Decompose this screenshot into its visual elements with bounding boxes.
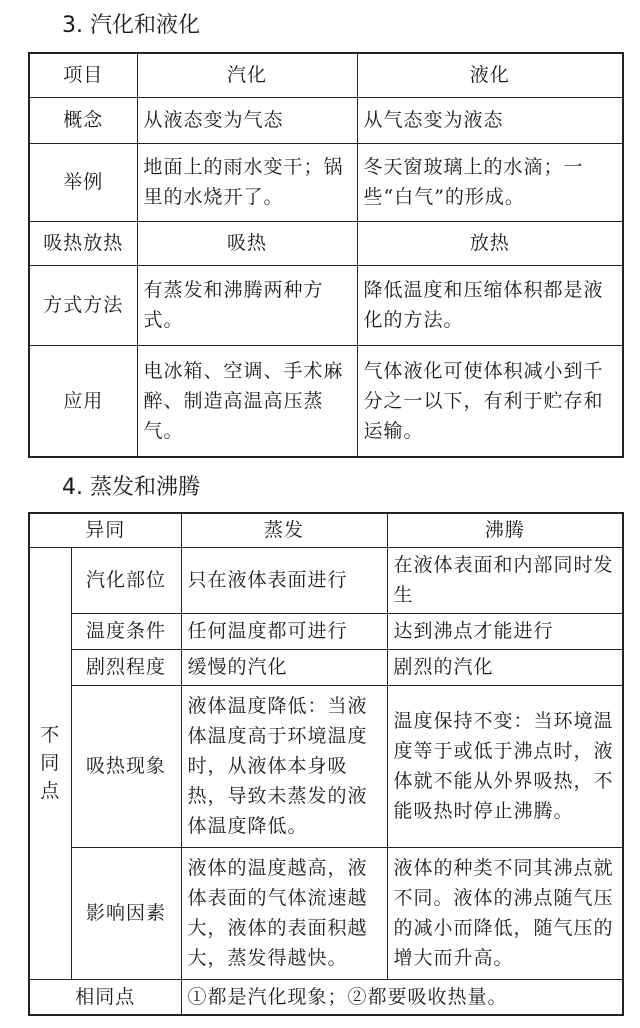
cell-vaporization: 吸热	[137, 221, 357, 265]
header-vaporization: 汽化	[137, 53, 357, 97]
header-evaporation: 蒸发	[181, 513, 387, 547]
cell-vaporization: 从液态变为气态	[137, 97, 357, 143]
cell-boiling: 达到沸点才能进行	[387, 613, 623, 649]
group-label-differences	[29, 547, 71, 979]
table-row	[29, 221, 623, 265]
table-header-row	[29, 53, 623, 97]
row-label: 应用	[29, 345, 137, 457]
cell-boiling: 在液体表面和内部同时发生	[387, 547, 623, 613]
cell-liquefaction: 放热	[357, 221, 623, 265]
cell-vaporization: 地面上的雨水变干；锅里的水烧开了。	[137, 143, 357, 221]
header-boiling: 沸腾	[387, 513, 623, 547]
cell-evaporation: 任何温度都可进行	[181, 613, 387, 649]
cell-vaporization: 电冰箱、空调、手术麻醉、制造高温高压蒸气。	[137, 345, 357, 457]
cell-liquefaction: 从气态变为液态	[357, 97, 623, 143]
row-label: 剧烈程度	[71, 649, 181, 685]
section-3-title: 3. 汽化和液化	[62, 13, 200, 38]
cell-boiling: 剧烈的汽化	[387, 649, 623, 685]
header-item: 项目	[29, 53, 137, 97]
evaporation-boiling-table	[28, 512, 624, 1016]
table-row	[29, 613, 623, 649]
row-label: 温度条件	[71, 613, 181, 649]
table-row	[29, 979, 623, 1015]
row-label: 举例	[29, 143, 137, 221]
table-row	[29, 649, 623, 685]
cell-liquefaction: 冬天窗玻璃上的水滴；一些“白气”的形成。	[357, 143, 623, 221]
table-header-row	[29, 513, 623, 547]
cell-similarities: ①都是汽化现象；②都要吸收热量。	[181, 979, 623, 1015]
row-label: 汽化部位	[71, 547, 181, 613]
table-row	[29, 97, 623, 143]
row-label: 影响因素	[71, 847, 181, 979]
cell-evaporation: 缓慢的汽化	[181, 649, 387, 685]
row-label: 方式方法	[29, 265, 137, 345]
section-4-title: 4. 蒸发和沸腾	[62, 475, 200, 500]
cell-vaporization: 有蒸发和沸腾两种方式。	[137, 265, 357, 345]
cell-evaporation: 液体的温度越高，液体表面的气体流速越大，液体的表面积越大，蒸发得越快。	[181, 847, 387, 979]
table-row	[29, 265, 623, 345]
cell-boiling: 温度保持不变：当环境温度等于或低于沸点时，液体就不能从外界吸热，不能吸热时停止沸腾。	[387, 685, 623, 847]
table-row	[29, 547, 623, 613]
header-liquefaction: 液化	[357, 53, 623, 97]
cell-liquefaction: 气体液化可使体积减小到千分之一以下，有利于贮存和运输。	[357, 345, 623, 457]
table-row	[29, 345, 623, 457]
row-label: 吸热放热	[29, 221, 137, 265]
header-comparison: 异同	[29, 513, 181, 547]
cell-boiling: 液体的种类不同其沸点就不同。液体的沸点随气压的减小而降低，随气压的增大而升高。	[387, 847, 623, 979]
table-row	[29, 847, 623, 979]
row-label-similarities: 相同点	[29, 979, 181, 1015]
vaporization-liquefaction-table	[28, 52, 624, 458]
cell-liquefaction: 降低温度和压缩体积都是液化的方法。	[357, 265, 623, 345]
row-label: 概念	[29, 97, 137, 143]
table-row	[29, 143, 623, 221]
row-label: 吸热现象	[71, 685, 181, 847]
group-label-text: 不同点	[40, 724, 61, 802]
cell-evaporation: 只在液体表面进行	[181, 547, 387, 613]
table-row	[29, 685, 623, 847]
cell-evaporation: 液体温度降低：当液体温度高于环境温度时，从液体本身吸热，导致未蒸发的液体温度降低。	[181, 685, 387, 847]
